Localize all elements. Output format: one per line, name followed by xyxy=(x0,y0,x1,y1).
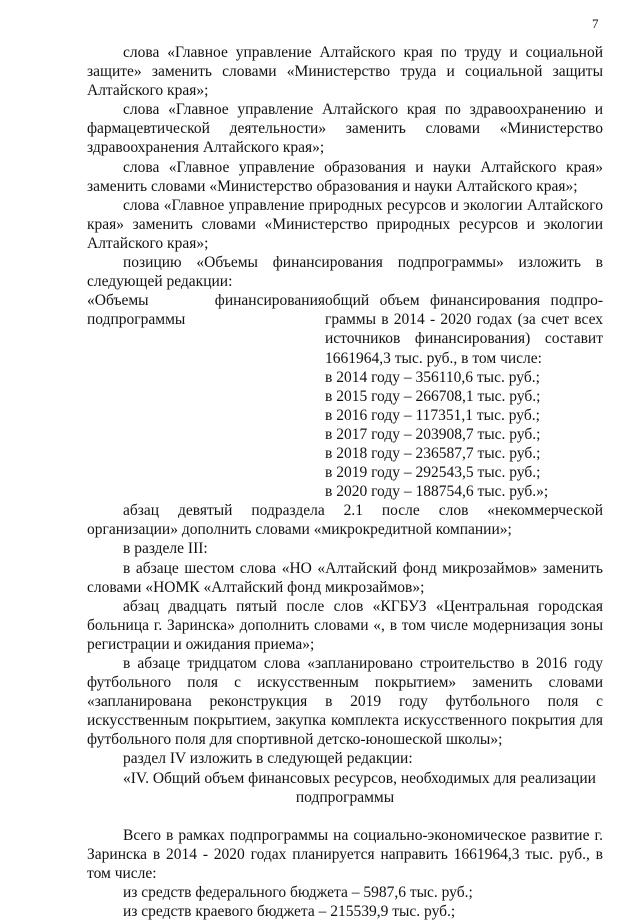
year-amount-line: в 2020 году – 188754,6 тыс. руб.»; xyxy=(325,483,549,501)
paragraph: абзац девятый подраздела 2.1 после слов «некоммерческой организации» дополнить словами «микрокредитной компании»; xyxy=(87,502,603,539)
section-heading-line: подпрограммы xyxy=(295,788,395,806)
page-number: 7 xyxy=(592,16,599,31)
paragraph: позицию «Объемы финансирования подпрограммы» изложить в следующей редакции: xyxy=(87,254,603,291)
year-amount-line: в 2019 году – 292543,5 тыс. руб.; xyxy=(325,464,541,482)
paragraph: абзац двадцать пятый после слов «КГБУЗ «Центральная городская больница г. Заринска» дополнить словами «, в том числе модернизация зоны регистрации и ожидания приема»; xyxy=(87,597,603,653)
table-value-line: источников финансирования) составит xyxy=(325,330,603,348)
table-value-line: общий объем финансирования подпро- xyxy=(325,292,603,310)
section-heading xyxy=(87,769,603,807)
paragraph: из средств краевого бюджета – 215539,9 тыс. руб.; xyxy=(123,903,456,921)
paragraph: раздел IV изложить в следующей редакции: xyxy=(123,750,413,768)
section-heading-line: «IV. Общий объем финансовых ресурсов, необходимых для реализации xyxy=(123,769,596,787)
paragraph: в абзаце шестом слова «НО «Алтайский фонд микрозаймов» заменить словами «НОМК «Алтайский фонд микрозаймов»; xyxy=(87,559,603,596)
funding-table xyxy=(87,291,603,501)
year-amount-line: в 2014 году – 356110,6 тыс. руб.; xyxy=(325,368,540,386)
year-amount-line: в 2017 году – 203908,7 тыс. руб.; xyxy=(325,425,541,443)
paragraph: слова «Главное управление природных ресурсов и экологии Алтайского края» заменить словами «Министерство природных ресурсов и экологии Алтайского края»; xyxy=(87,196,603,252)
year-amount-line: в 2016 году – 117351,1 тыс. руб.; xyxy=(325,406,540,424)
paragraph: слова «Главное управление образования и науки Алтайского края» заменить словами «Министерство образования и науки Алтайского края»; xyxy=(87,158,603,195)
paragraph: в разделе III: xyxy=(123,540,208,558)
table-label-line: «Объемы финансирования xyxy=(87,292,325,310)
paragraph: из средств федерального бюджета – 5987,6 тыс. руб.; xyxy=(123,884,473,902)
paragraph: слова «Главное управление Алтайского края по здравоохранению и фармацевтической деятельности» заменить словами «Министерство здравоохранения Алтайского края»; xyxy=(87,101,603,157)
year-amount-line: в 2015 году – 266708,1 тыс. руб.; xyxy=(325,387,541,405)
year-amount-line: в 2018 году – 236587,7 тыс. руб.; xyxy=(325,444,541,462)
funding-table-label xyxy=(87,291,325,501)
funding-table-value xyxy=(325,291,603,501)
document-body xyxy=(87,43,603,921)
paragraph: в абзаце тридцатом слова «запланировано строительство в 2016 году футбольного поля с искусственным покрытием» заменить словами «запланирована реконструкция в 2019 году футбольного поля с искусственным покрытием, закупка комплекта искусственного покрытия для футбольного поля для спортивной детско-юношеской школы»; xyxy=(87,655,603,749)
paragraph: слова «Главное управление Алтайского края по труду и социальной защите» заменить словами «Министерство труда и социальной защиты Алтайского края»; xyxy=(87,44,603,100)
paragraph: Всего в рамках подпрограммы на социально-экономическое развитие г. Заринска в 2014 - 2020 годах планируется направить 1661964,3 тыс. руб., в том числе: xyxy=(87,826,603,882)
table-label-line: подпрограммы xyxy=(87,311,186,329)
table-value-line: 1661964,3 тыс. руб., в том числе: xyxy=(325,349,542,367)
table-value-line: граммы в 2014 - 2020 годах (за счет всех xyxy=(325,311,603,329)
